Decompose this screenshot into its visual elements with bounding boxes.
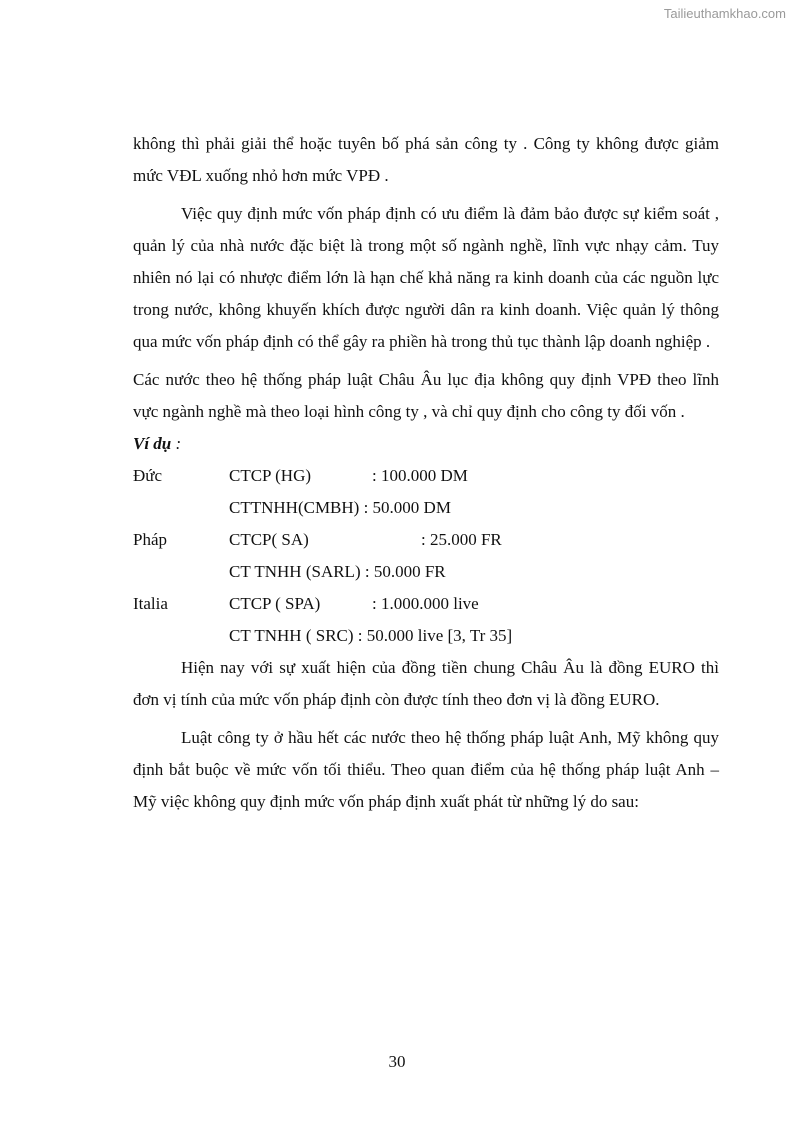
example-row: [133, 460, 719, 492]
page-content: [133, 128, 719, 818]
country: Pháp: [133, 530, 167, 549]
capital-value: : 25.000 FR: [421, 530, 502, 549]
company-type: CTTNHH(CMBH) : 50.000 DM: [229, 498, 451, 517]
paragraph-3: Các nước theo hệ thống pháp luật Châu Âu lục địa không quy định VPĐ theo lĩnh vực ngành nghề mà theo loại hình công ty , và chỉ quy định cho công ty đối vốn .: [133, 370, 719, 421]
company-type: CT TNHH ( SRC) : 50.000 live [3, Tr 35]: [229, 626, 513, 645]
capital-value: : 100.000 DM: [372, 466, 468, 485]
example-heading: [133, 428, 719, 460]
example-row: [133, 588, 719, 620]
page-number: 30: [388, 1052, 406, 1071]
company-type: CTCP ( SPA): [229, 594, 321, 613]
example-row: [133, 524, 719, 556]
company-type: CTCP( SA): [229, 530, 309, 549]
example-colon: :: [171, 434, 182, 453]
example-row: [133, 492, 719, 524]
watermark: Tailieuthamkhao.com: [663, 6, 786, 21]
company-type: CTCP (HG): [229, 466, 312, 485]
paragraph-4: Hiện nay với sự xuất hiện của đồng tiền chung Châu Âu là đồng EURO thì đơn vị tính của mức vốn pháp định còn được tính theo đơn vị là đồng EURO.: [133, 658, 719, 709]
company-type: CT TNHH (SARL) : 50.000 FR: [229, 562, 446, 581]
paragraph-5: Luật công ty ở hầu hết các nước theo hệ thống pháp luật Anh, Mỹ không quy định bắt buộc về mức vốn tối thiểu. Theo quan điểm của hệ thống pháp luật Anh – Mỹ việc không quy định mức vốn pháp định xuất phát từ những lý do sau:: [133, 728, 719, 811]
country: Italia: [133, 594, 168, 613]
country: Đức: [133, 466, 163, 485]
example-label: Ví dụ: [133, 434, 172, 453]
capital-value: : 1.000.000 live: [372, 594, 479, 613]
example-row: [133, 556, 719, 588]
paragraph-2: Việc quy định mức vốn pháp định có ưu điểm là đảm bảo được sự kiểm soát , quản lý của nhà nước đặc biệt là trong một số ngành nghề, lĩnh vực nhạy cảm. Tuy nhiên nó lại có nhược điểm lớn là hạn chế khả năng ra kinh doanh của các nguồn lực trong nước, không khuyến khích được người dân ra kinh doanh. Việc quản lý thông qua mức vốn pháp định có thể gây ra phiền hà trong thủ tục thành lập doanh nghiệp .: [133, 204, 719, 351]
example-row: [133, 620, 719, 652]
paragraph-1: không thì phải giải thể hoặc tuyên bố phá sản công ty . Công ty không được giảm mức VĐL xuống nhỏ hơn mức VPĐ .: [133, 134, 719, 185]
